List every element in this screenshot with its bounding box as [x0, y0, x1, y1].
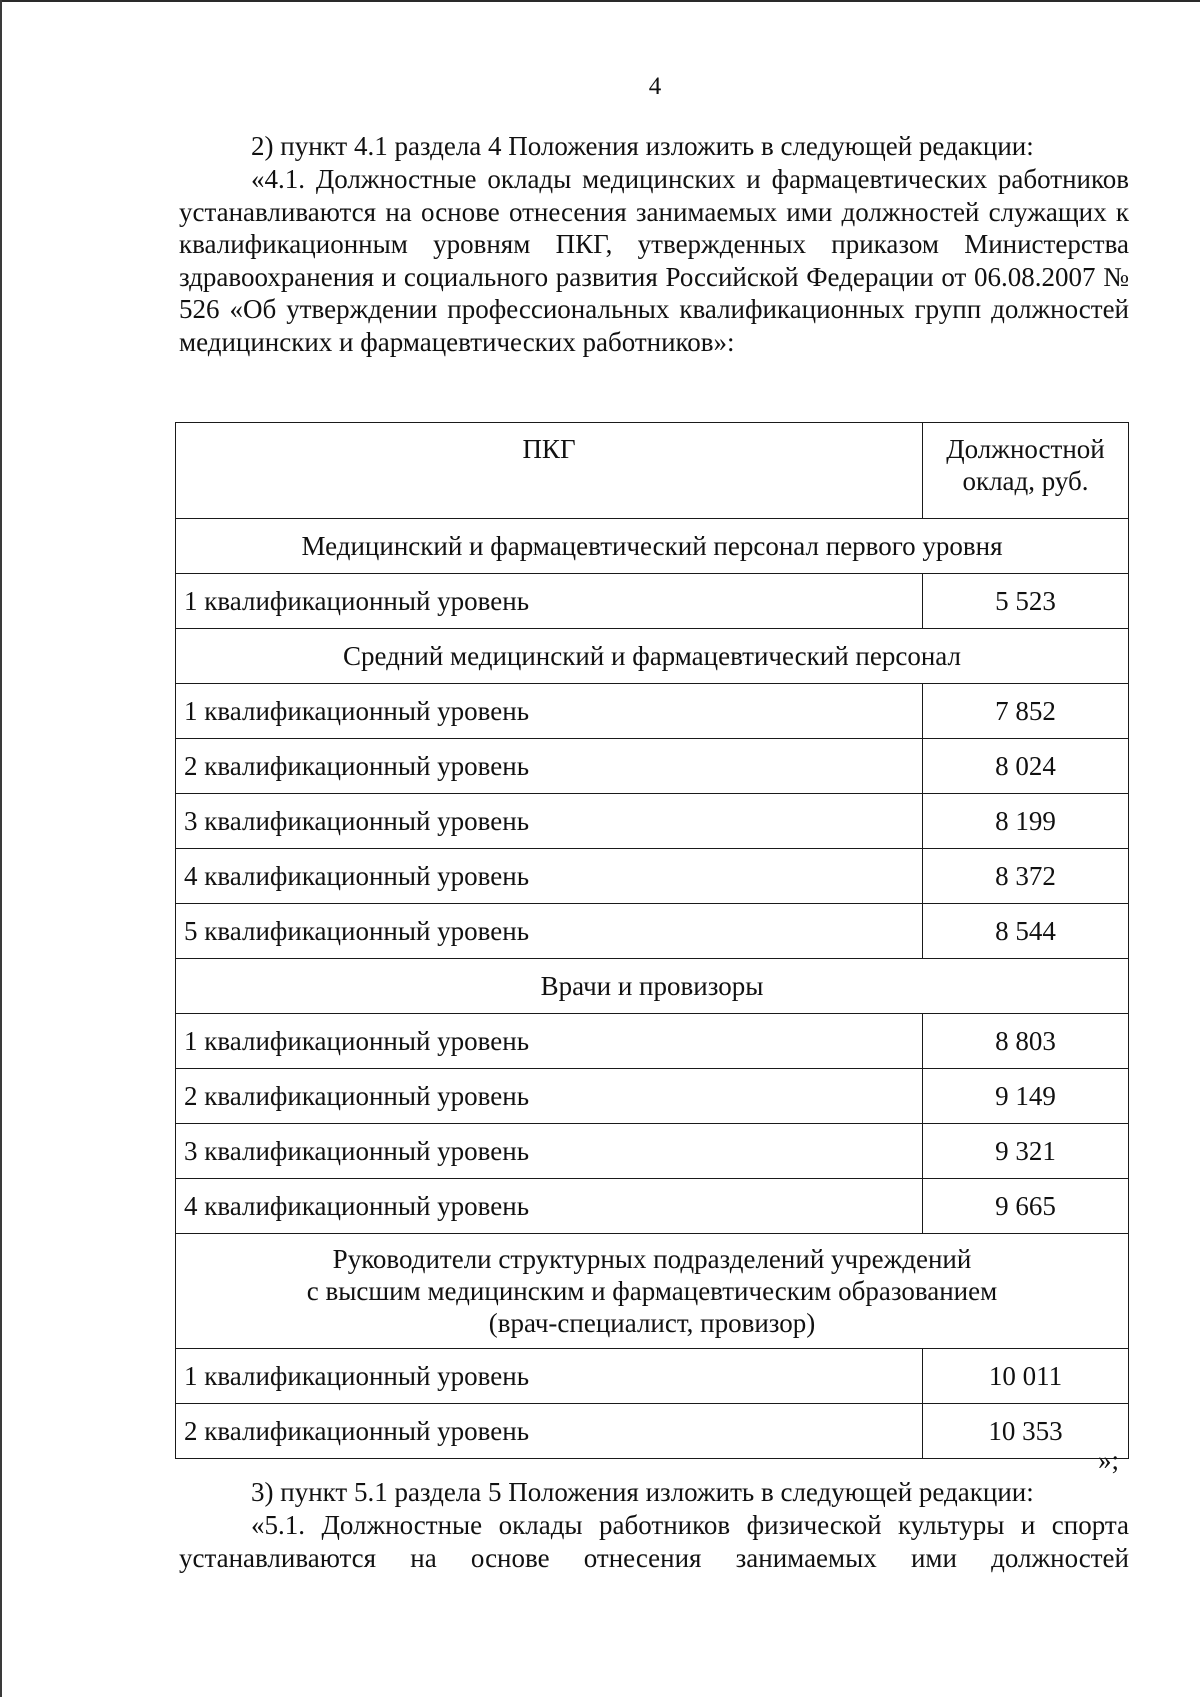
level-value: 8 199: [923, 794, 1129, 849]
table-row: [176, 1069, 1129, 1124]
level-value: 5 523: [923, 574, 1129, 629]
level-value: 10 353: [923, 1404, 1129, 1459]
item-3-intro: 3) пункт 5.1 раздела 5 Положения изложить в следующей редакции:: [251, 1477, 1034, 1507]
header-pkg: ПКГ: [176, 423, 923, 519]
table-row: [176, 739, 1129, 794]
group-title-line: с высшим медицинским и фармацевтическим образованием: [306, 1276, 998, 1306]
group-title: [176, 1234, 1129, 1349]
level-name: 4 квалификационный уровень: [176, 849, 923, 904]
level-name: 2 квалификационный уровень: [176, 739, 923, 794]
level-name: 3 квалификационный уровень: [176, 794, 923, 849]
level-name: 1 квалификационный уровень: [176, 574, 923, 629]
group-title-line: Руководители структурных подразделений учреждений: [332, 1244, 972, 1274]
level-name: 2 квалификационный уровень: [176, 1069, 923, 1124]
table-row: [176, 1349, 1129, 1404]
level-name: 5 квалификационный уровень: [176, 904, 923, 959]
scan-edge-top: [0, 0, 1200, 2]
level-name: 2 квалификационный уровень: [176, 1404, 923, 1459]
level-value: 9 665: [923, 1179, 1129, 1234]
table-row: [176, 1179, 1129, 1234]
clause-4-1: «4.1. Должностные оклады медицинских и фармацевтических работников устанавливаются на основе отнесения занимаемых ими должностей служащих к квалификационным уровням ПКГ, утвержденных приказом Министерства здравоохранения и социального развития Российской Федерации от 06.08.2007 № 526 «Об утверждении профессиональных квалификационных групп должностей медицинских и фармацевтических работников»:: [179, 164, 1129, 357]
table-row: [176, 849, 1129, 904]
closing-quote: »;: [1098, 1445, 1120, 1475]
group-row: [176, 629, 1129, 684]
level-value: 8 024: [923, 739, 1129, 794]
scan-edge-left: [0, 0, 2, 1697]
header-oklad: Должностной оклад, руб.: [923, 423, 1129, 519]
group-title-line: (врач-специалист, провизор): [488, 1308, 816, 1338]
group-row: [176, 1234, 1129, 1349]
table-row: [176, 1404, 1129, 1459]
group-row: [176, 519, 1129, 574]
group-title: Медицинский и фармацевтический персонал первого уровня: [176, 519, 1129, 574]
table-row: [176, 1124, 1129, 1179]
group-title: Врачи и провизоры: [176, 959, 1129, 1014]
group-title: Средний медицинский и фармацевтический персонал: [176, 629, 1129, 684]
table-header-row: [176, 423, 1129, 519]
salary-table: [175, 422, 1129, 1459]
level-name: 4 квалификационный уровень: [176, 1179, 923, 1234]
level-value: 10 011: [923, 1349, 1129, 1404]
group-row: [176, 959, 1129, 1014]
level-value: 8 803: [923, 1014, 1129, 1069]
table-row: [176, 684, 1129, 739]
item-2-intro: 2) пункт 4.1 раздела 4 Положения изложить в следующей редакции:: [251, 131, 1034, 161]
level-value: 9 321: [923, 1124, 1129, 1179]
level-value: 9 149: [923, 1069, 1129, 1124]
level-name: 3 квалификационный уровень: [176, 1124, 923, 1179]
table-row: [176, 1014, 1129, 1069]
level-value: 7 852: [923, 684, 1129, 739]
level-name: 1 квалификационный уровень: [176, 1014, 923, 1069]
level-value: 8 372: [923, 849, 1129, 904]
clause-5-1: «5.1. Должностные оклады работников физической культуры и спорта устанавливаются на основе отнесения занимаемых ими должностей: [179, 1510, 1129, 1573]
table-row: [176, 574, 1129, 629]
level-value: 8 544: [923, 904, 1129, 959]
page-number: 4: [648, 73, 662, 100]
level-name: 1 квалификационный уровень: [176, 1349, 923, 1404]
table-row: [176, 794, 1129, 849]
level-name: 1 квалификационный уровень: [176, 684, 923, 739]
table-row: [176, 904, 1129, 959]
